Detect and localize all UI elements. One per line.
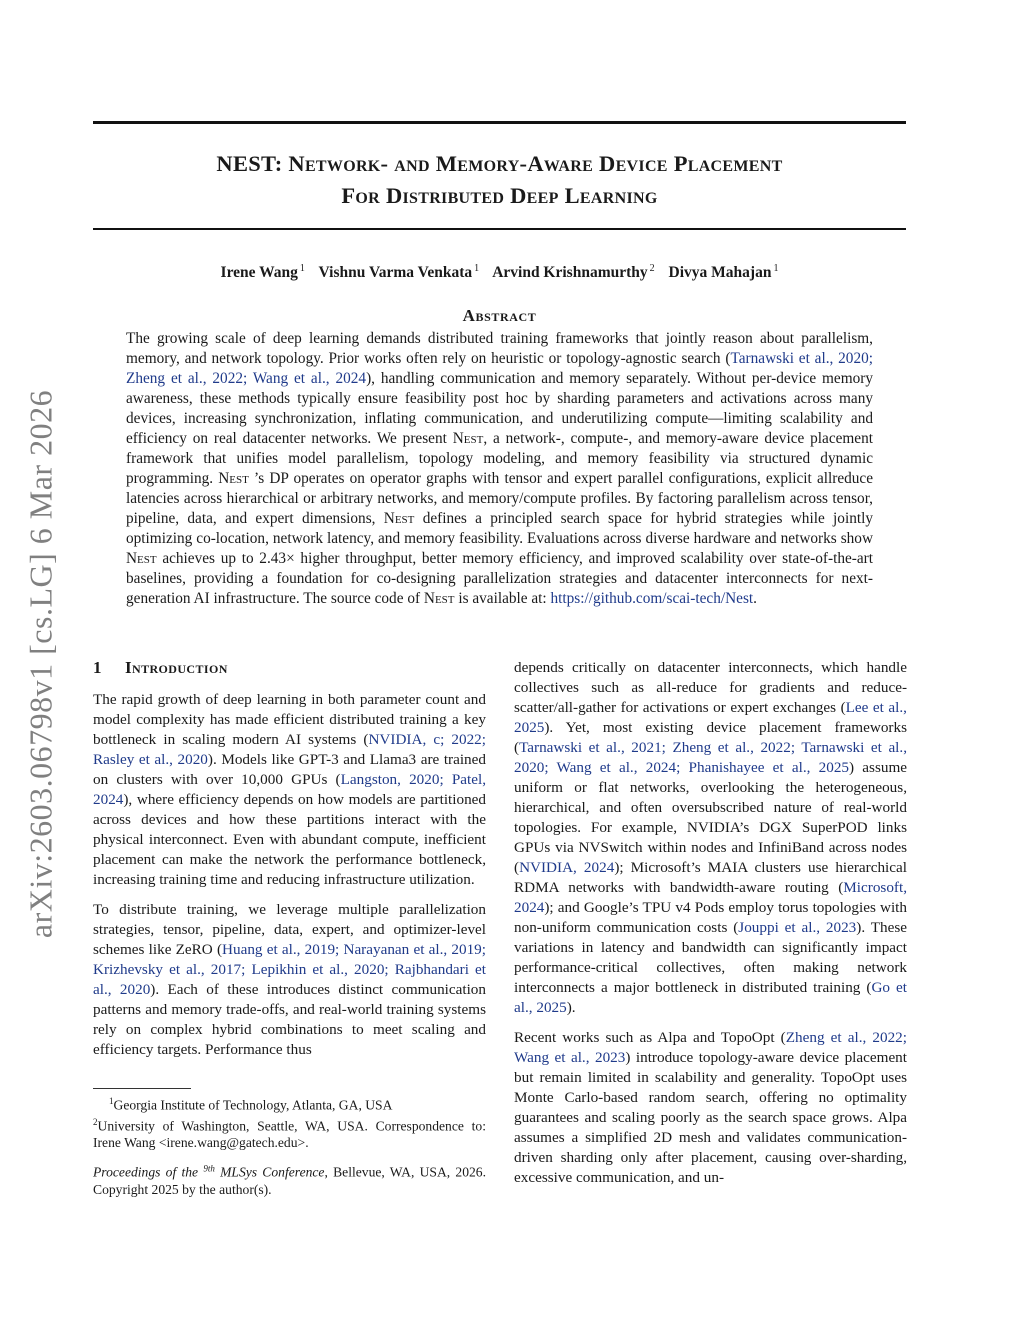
proceedings-venue: MLSys Conference	[214, 1164, 325, 1180]
abstract-text: ), handling communication and memory separately. Without per-device memory awareness, these methods typically ensure feasibility post hoc by sharding parameters and activations across many devices, increasing synchronization, inflating communication, and underutilizing compute—limiting scalability and efficiency on real datacenter networks. We present	[126, 370, 873, 447]
citation-link[interactable]: Jouppi et al., 2023	[738, 919, 857, 936]
arxiv-sidebar-stamp	[18, 377, 64, 951]
citation-link[interactable]: NVIDIA, c; 2022; Rasley et al., 2020	[93, 731, 486, 768]
left-column	[93, 690, 486, 1070]
footnote-text: University of Washington, Seattle, WA, USA. Correspondence to: Irene Wang <irene.wang@gatech.edu>.	[93, 1118, 486, 1151]
abstract-text: is available at:	[454, 590, 551, 607]
paragraph-text: depends critically on datacenter interconnects, which handle collectives such as all-reduce for gradients and reduce-scatter/all-gather for activations or expert exchanges (	[514, 659, 907, 716]
author-name: Vishnu Varma Venkata	[318, 264, 473, 282]
citation-link[interactable]: Lee et al., 2025	[514, 699, 907, 736]
proceedings-text: , Bellevue, WA, USA, 2026. Copyright 2025 by the author(s).	[93, 1164, 486, 1197]
author-name: Irene Wang	[220, 264, 298, 282]
footnote-1: $^1$Georgia Institute of Technology, Atlanta, GA, USA	[109, 1096, 393, 1113]
source-code-link[interactable]: https://github.com/scai-tech/Nest	[550, 590, 754, 607]
system-name: Nest	[218, 470, 249, 487]
paragraph-text: ). Yet, most existing device placement frameworks (	[514, 719, 907, 756]
paragraph	[93, 690, 486, 890]
citation-link[interactable]: NVIDIA, 2024	[519, 859, 615, 876]
abstract-heading: Abstract	[462, 306, 537, 325]
title-line-1: NEST: Network- and Memory-Aware Device Placement	[216, 151, 783, 176]
abstract-text: achieves up to 2.43× higher throughput, better memory efficiency, and improved scalability over state-of-the-art baselines, providing a foundation for co-designing parallelization strategies and datacenter interconnects for next-generation AI infrastructure. The source code of	[126, 550, 873, 607]
title-bottom-rule	[93, 228, 906, 230]
paragraph-text: Recent works such as Alpa and TopoOpt (	[514, 1029, 786, 1046]
right-column	[514, 658, 907, 1198]
author-affiliation: 2	[649, 263, 655, 274]
author-list	[93, 263, 906, 282]
paragraph-text: To distribute training, we leverage multiple parallelization strategies, tensor, pipeline, data, expert, and optimizer-level schemes like ZeRO (	[93, 901, 486, 958]
paragraph-text: ) assume uniform or flat networks, overlooking the heterogeneous, hierarchical, and often oversubscribed nature of real-world topologies. For example, NVIDIA’s DGX SuperPOD links GPUs via NVSwitch within nodes and InfiniBand across nodes (	[514, 759, 907, 876]
section-heading	[93, 658, 228, 678]
author-name: Arvind Krishnamurthy	[492, 264, 648, 282]
section-number: 1	[93, 658, 102, 677]
system-name: Nest	[126, 550, 157, 567]
abstract-text: .	[753, 590, 757, 607]
title-line-2: For Distributed Deep Learning	[341, 183, 658, 208]
section-title: Introduction	[125, 658, 228, 677]
system-name: Nest	[423, 590, 455, 607]
abstract-text: defines a principled search space for hybrid strategies while jointly optimizing co-location, network latency, and memory feasibility. Evaluations across diverse hardware and networks show	[126, 510, 873, 547]
abstract-text: , a network-, compute-, and memory-aware device placement framework that unifies model parallelism, topology modeling, and memory feasibility via structured dynamic programming.	[126, 430, 873, 487]
system-name: Nest	[383, 510, 415, 527]
proceedings-text: Proceedings of the	[93, 1164, 204, 1180]
footnote-divider	[93, 1088, 191, 1089]
abstract-body	[126, 329, 873, 609]
paragraph	[514, 1028, 907, 1188]
paragraph	[514, 658, 907, 1018]
paragraph-text: ). Models like GPT-3 and Llama3 are trained on clusters with over 10,000 GPUs (	[93, 751, 486, 788]
paragraph	[93, 900, 486, 1060]
proceedings-edition: 9th	[203, 1163, 215, 1173]
author-affiliation: 1	[773, 263, 779, 274]
paragraph-text: ) introduce topology-aware device placement but remain limited in scalability and generality. TopoOpt uses Monte Carlo-based random search, offering no optimality guarantees and scaling poorly as the search space grows. Alpa assumes a simplified 2D mesh and validates communication-driven sharding only after placement, causing over-sharding, excessive communication, and un-	[514, 1049, 907, 1186]
citation-link[interactable]: Tarnawski et al., 2021; Zheng et al., 2022; Tarnawski et al., 2020; Wang et al., 2024; Phanishayee et al., 2025	[514, 739, 907, 776]
proceedings-note	[93, 1160, 486, 1198]
author-name: Divya Mahajan	[668, 264, 772, 282]
citation-link[interactable]: Go et al., 2025	[514, 979, 907, 1016]
paragraph-text: ); Microsoft’s MAIA clusters use hierarchical RDMA networks with bandwidth-aware routing (	[514, 859, 907, 896]
paragraph-text: ).	[566, 999, 576, 1016]
citation-link[interactable]: Microsoft, 2024	[514, 879, 907, 916]
citation-link[interactable]: Tarnawski et al., 2020; Zheng et al., 2022; Wang et al., 2024	[126, 350, 874, 387]
footnotes	[93, 1093, 486, 1151]
author-affiliation: 1	[299, 263, 305, 274]
paragraph-text: ). These variations in latency and bandwidth can significantly impact performance-critical collectives, often making network interconnects a major bottleneck in distributed training (	[514, 919, 907, 996]
paragraph-text: ), where efficiency depends on how models are partitioned across devices and how these partitions interact with the physical interconnect. Even with abundant compute, inefficient placement can make the network the performance bottleneck, increasing training time and reducing infrastructure utilization.	[93, 791, 486, 888]
arxiv-id: arXiv:2603.06798v1 [cs.LG] 6 Mar 2026	[22, 389, 59, 939]
top-rule	[93, 121, 906, 124]
paragraph-text: ); and Google’s TPU v4 Pods employ torus topologies with non-uniform communication costs (	[514, 899, 907, 936]
paragraph-text: The rapid growth of deep learning in both parameter count and model complexity has made efficient distributed training a key bottleneck in scaling modern AI systems (	[93, 691, 486, 748]
citation-link[interactable]: Huang et al., 2019; Narayanan et al., 2019; Krizhevsky et al., 2017; Lepikhin et al., 2020; Rajbhandari et al., 2020	[93, 941, 486, 998]
paper-title	[93, 148, 906, 212]
abstract-text: The growing scale of deep learning demands distributed training frameworks that jointly reason about parallelism, memory, and network topology. Prior works often rely on heuristic or topology-agnostic search (	[126, 330, 873, 367]
system-name: Nest	[452, 430, 484, 447]
abstract-text: ’s DP operates on operator graphs with tensor and expert parallel configurations, explicit allreduce latencies across hierarchical or arbitrary networks, and memory/compute profiles. By factoring parallelism across tensor, pipeline, data, and expert dimensions,	[126, 470, 873, 527]
footnote-text: Georgia Institute of Technology, Atlanta, GA, USA	[113, 1097, 393, 1113]
citation-link[interactable]: Zheng et al., 2022; Wang et al., 2023	[514, 1029, 907, 1066]
citation-link[interactable]: Langston, 2020; Patel, 2024	[93, 771, 486, 808]
paragraph-text: ). Each of these introduces distinct communication patterns and memory trade-offs, and real-world training systems rely on complex hybrid combinations to meet scaling and efficiency targets. Performance thus	[93, 981, 486, 1058]
author-affiliation: 1	[474, 263, 480, 274]
footnote-2: $^2$University of Washington, Seattle, WA, USA. Correspondence to: Irene Wang <irene.wang@gatech.edu>.	[93, 1116, 486, 1151]
